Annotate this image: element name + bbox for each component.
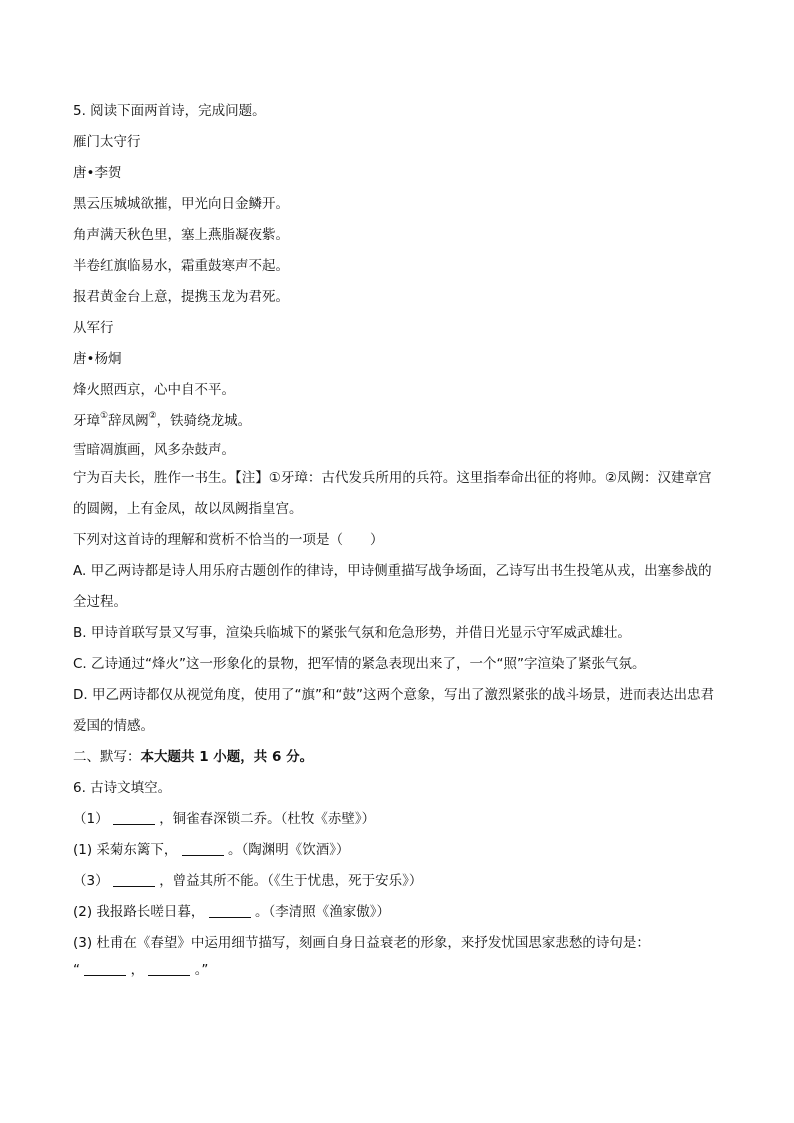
q6-stem: 6. 古诗文填空。: [73, 780, 172, 796]
poem2-line2-a: 牙璋: [73, 413, 100, 429]
option-c: C. 乙诗通过“烽火”这一形象化的景物，把军情的紧急表现出来了，一个“照”字渲染了紧张气氛。: [73, 656, 646, 672]
poem2-line4-and-note: 宁为百夫长，胜作一书生。【注】①牙璋：古代发兵所用的兵符。这里指奉命出征的将帅。②凤阙：汉建章宫的圆阙，上有金凤，故以凤阙指皇宫。: [73, 470, 712, 517]
poem1-line: 黑云压城城欲摧，甲光向日金鳞开。: [73, 196, 289, 212]
option-d: D. 甲乙两诗都仅从视觉角度，使用了“旗”和“鼓”这两个意象，写出了激烈紧张的战斗场景，进而表达出忠君爱国的情感。: [73, 687, 714, 734]
q6-item-number: （3）: [73, 873, 109, 889]
footnote-marker-1: ①: [100, 410, 109, 421]
answer-blank[interactable]: [148, 961, 190, 976]
poem1-author: 唐•李贺: [73, 165, 122, 181]
answer-blank[interactable]: [113, 810, 155, 825]
q6-item-text: ，曾益其所不能。（《生于忧患，死于安乐》）: [159, 873, 423, 889]
q6-item-text: ，铜雀春深锁二乔。（杜牧《赤壁》）: [159, 811, 376, 827]
poem1-line: 半卷红旗临易水，霜重鼓寒声不起。: [73, 258, 289, 274]
poem2-line: [73, 406, 723, 437]
poem2-title: 从军行: [73, 320, 114, 336]
answer-blank[interactable]: [182, 841, 224, 856]
poem2-line: 雪暗凋旗画，风多杂鼓声。: [73, 442, 235, 458]
option-b: B. 甲诗首联写景又写事，渲染兵临城下的紧张气氛和危急形势，并借日光显示守军威武雄壮。: [73, 625, 631, 641]
q6-item: [73, 804, 723, 835]
section-2-title: 二、默写：: [73, 749, 141, 765]
open-quote: “: [73, 962, 80, 978]
q5-question: 下列对这首诗的理解和赏析不恰当的一项是（ ）: [73, 532, 384, 548]
poem2-line2-b: 辞凤阙: [108, 413, 149, 429]
footnote-marker-2: ②: [148, 410, 157, 421]
comma: ，: [130, 962, 145, 978]
q6-item: (3) 杜甫在《春望》中运用细节描写，刻画自身日益衰老的形象，来抒发忧国思家悲愁的诗句是：: [73, 935, 650, 951]
q6-item5-answer: [73, 959, 723, 981]
q6-item-prefix: (2) 我报路长嗟日暮，: [73, 904, 205, 920]
q6-item-number: （1）: [73, 811, 109, 827]
q5-stem: 5. 阅读下面两首诗，完成问题。: [73, 103, 266, 119]
answer-blank[interactable]: [84, 961, 126, 976]
poem1-line: 角声满天秋色里，塞上燕脂凝夜紫。: [73, 227, 289, 243]
q6-item: [73, 866, 723, 897]
answer-blank[interactable]: [209, 903, 251, 918]
close-quote: 。”: [194, 962, 209, 978]
q6-item: [73, 897, 723, 928]
exam-page: [73, 96, 723, 981]
poem2-line: 烽火照西京，心中自不平。: [73, 382, 235, 398]
q6-item-text: 。（李清照《渔家傲》）: [255, 904, 391, 920]
section-2-heading: [73, 742, 723, 773]
answer-blank[interactable]: [113, 872, 155, 887]
poem2-line2-c: ，铁骑绕龙城。: [156, 413, 252, 429]
section-2-info: 本大题共 1 小题，共 6 分。: [140, 749, 314, 765]
poem2-author: 唐•杨炯: [73, 351, 122, 367]
poem1-line: 报君黄金台上意，提携玉龙为君死。: [73, 289, 289, 305]
option-a: A. 甲乙两诗都是诗人用乐府古题创作的律诗，甲诗侧重描写战争场面，乙诗写出书生投笔从戎，出塞参战的全过程。: [73, 563, 712, 610]
q6-item-text: 。（陶渊明《饮酒》）: [228, 842, 350, 858]
poem1-title: 雁门太守行: [73, 134, 141, 150]
q6-item: [73, 835, 723, 866]
q6-item-prefix: (1) 采菊东篱下，: [73, 842, 178, 858]
